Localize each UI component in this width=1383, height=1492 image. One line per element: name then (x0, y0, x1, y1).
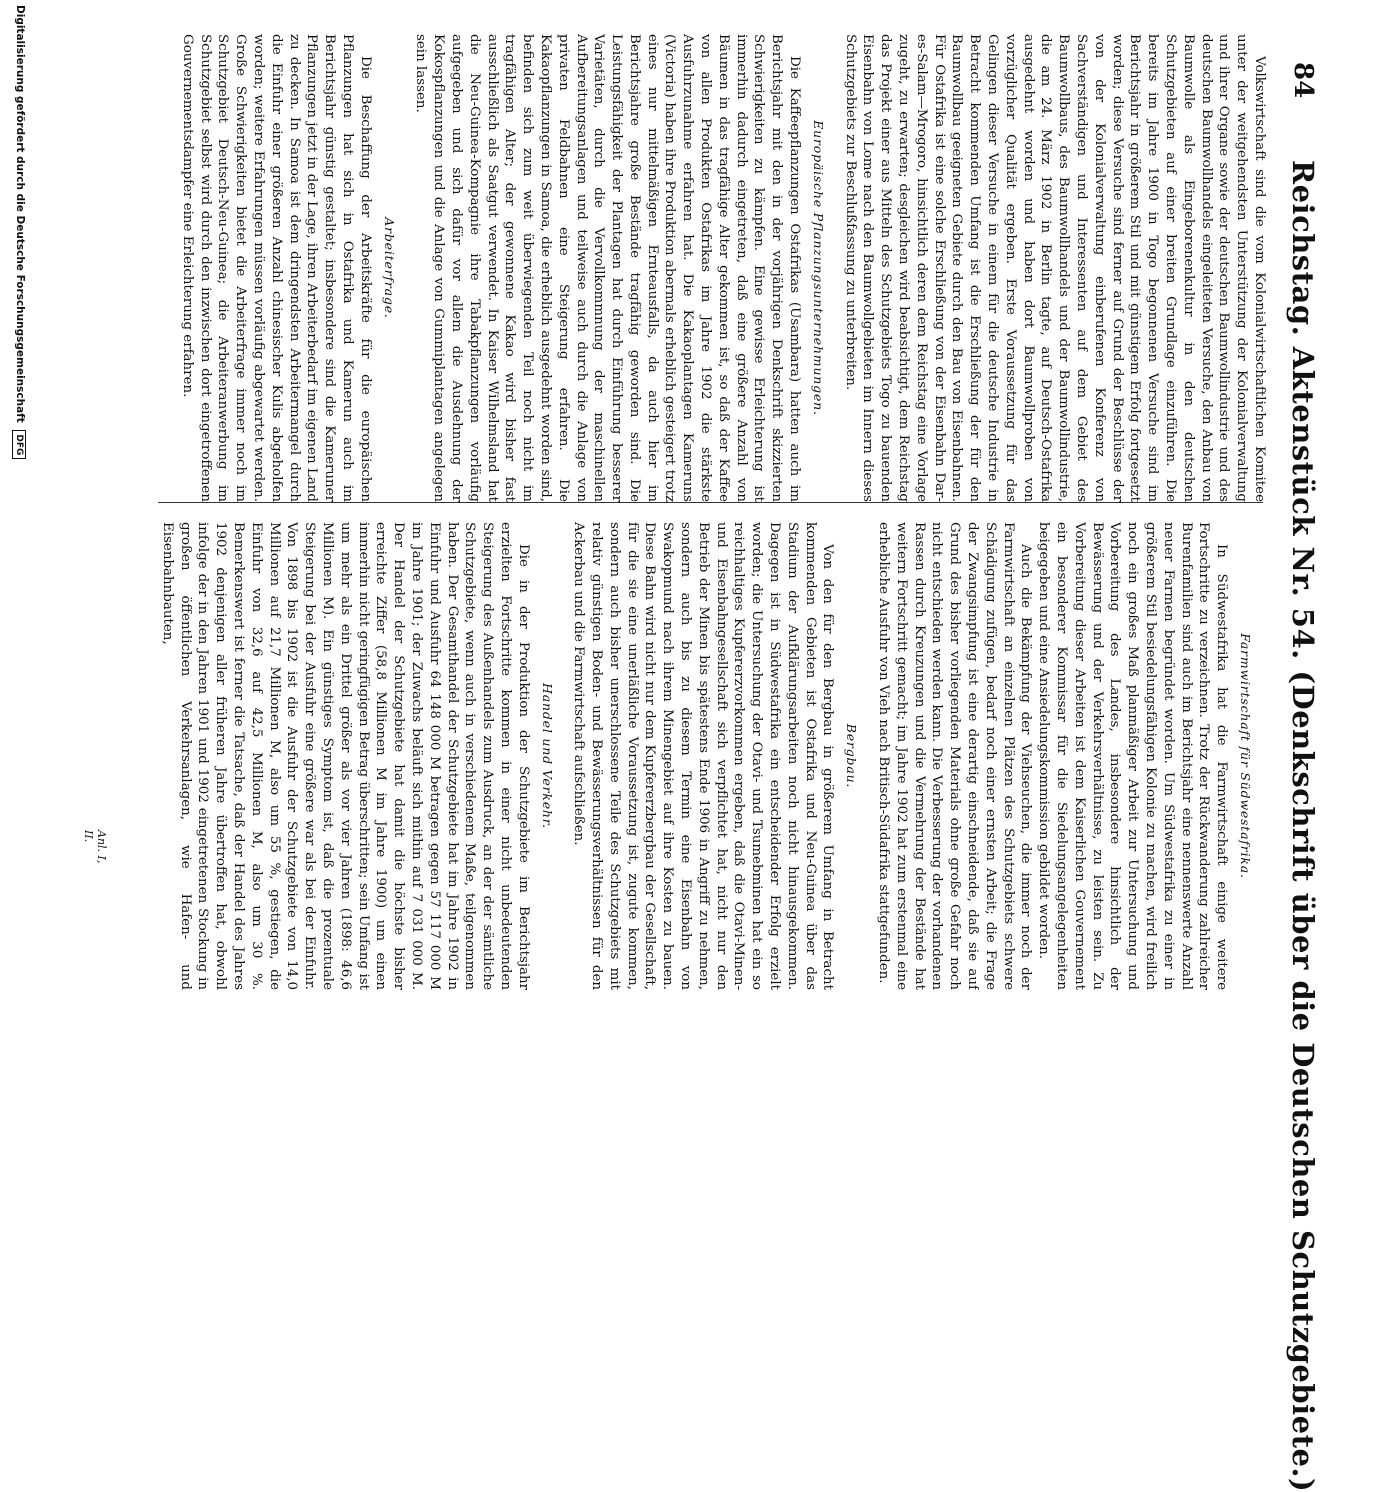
section-heading-labor: Arbeiterfrage. (381, 217, 397, 319)
section-heading-plantations: Europäische Pflanzungsunternehmungen. (810, 120, 826, 416)
running-head: Reichstag. Aktenstück Nr. 54. (Denkschrift über die Deutschen Schutzgebiete.) (1286, 160, 1320, 1492)
section-heading-farming: Farmwirtschaft für Südwestafrika. (1238, 633, 1253, 879)
dfg-logo-icon: DFG (12, 430, 26, 459)
right-column (158, 522, 1268, 990)
paragraph-trade: Die in der Produktion der Schutzgebiete im Berichtsjahr erzielten Fortschritte kommen in einer nicht unbedeutenden Steigerung des Außenhandels zum Ausdruck, an der der sämtliche Schutzgebiete, wenn auch in verschiedenem Maße, teilgenommen haben. Der Gesamthandel der Schutzgebiete hat im Jahre 1902 in Einfuhr und Ausfuhr 64 148 000 M betragen gegen 57 117 000 M im Jahre 1901; der Zuwachs beläuft sich mithin auf 7 031 000 M. Der Handel der Schutzgebiete hat damit die höchste bisher erreichte Ziffer (58,8 Millionen M im Jahre 1900) um einen immerhin nicht geringfügigen Betrag überschritten; sein Umfang ist um mehr als ein Drittel größer als vor vier Jahren (1898: 46,6 Millionen M). Ein günstiges Symptom ist, daß die prozentuale Steigerung bei der Ausfuhr eine größere war als bei der Einfuhr. Von 1898 bis 1902 ist die Ausfuhr der Schutzgebiete von 14,0 Millionen auf 21,7 Millionen M, also um 55 %, gestiegen, die Einfuhr von 32,6 auf 42,5 Millionen M, also um 30 %. Bemerkenswert ist ferner die Tatsache, daß der Handel des Jahres 1902 denjenigen aller früheren Jahre übertroffen hat, obwohl infolge der in den Jahren 1901 und 1902 eingetretenen Stockung in großen öffentlichen Verkehrsanlagen, wie Hafen- und Eisenbahnbauten, (159, 522, 531, 990)
paragraph-farming: In Südwestafrika hat die Farmwirtschaft einige weitere Fortschritte zu verzeichnen. Trotz der Rückwanderung zahlreicher Burenfamilien sind auch im Berichtsjahr eine nennenswerte Anzahl neuer Farmen begründet worden. Um Südwestafrika zu einer in größerem Stil besiedelungsfähigen Kolonie zu machen, wird freilich noch ein großes Maß planmäßiger Arbeit zur Untersuchung und Vorbereitung des Landes, insbesondere hinsichtlich der Bewässerung und der Verkehrsverhältnisse, zu leisten sein. Zu Vorbereitung dieser Arbeiten ist dem Kaiserlichen Gouvernement ein besonderer Kommissar für die Siedelungsangelegenheiten beigegeben und eine Ansiedelungskommission gebildet worden. (1036, 522, 1230, 990)
section-heading-mining: Bergbau. (844, 723, 860, 789)
digitization-credit (4, 0, 26, 1005)
page-number: 84 (1288, 62, 1318, 99)
section-heading-trade: Handel und Verkehr. (539, 683, 555, 829)
credit-text: Digitalisierung gefördert durch die Deutsche Forschungsgemeinschaft (14, 5, 26, 423)
paragraph-labor: Die Beschaffung der Arbeitskräfte für die europäischen Pflanzungen hat sich in Ostafrika und Kamerun auch im Berichtsjahr günstig gestaltet; insbesondere sind die Kameruner Pflanzungen jetzt in der Lage, ihren Arbeiterbedarf im eigenen Land zu decken. In Samoa ist dem dringendsten Arbeitermangel durch die Einfuhr einer größeren Anzahl chinesischer Kulis abgeholfen worden; weitere Erfahrungen müssen vorläufig abgewartet werden. Große Schwierigkeiten bietet die Arbeiterfrage immer noch im Schutzgebiet Deutsch-Neu-Guinea; die Arbeiteranwerbung im Schutzgebiet selbst wird durch den inzwischen dort eingetroffenen Gouvernementsdampfer eine Erleichterung erfahren. (179, 34, 373, 502)
left-column (158, 34, 1268, 502)
paragraph-cotton: Volkswirtschaft sind die vom Kolonialwirtschaftlichen Komitee unter der weitgehendsten Unterstützung der Kolonialverwaltung und ihrer Organe sowie der deutschen Baumwollindustrie und des deutschen Baumwollhandels eingeleiteten Versuche, den Anbau von Baumwolle als Eingeborenenkultur in den deutschen Schutzgebieten auf einer breiten Grundlage einzuführen. Die bereits im Jahre 1900 in Togo begonnenen Versuche sind im Berichtsjahr in größerem Stil und mit günstigem Erfolg fortgesetzt worden; diese Versuche sind ferner auf Grund der Beschlüsse der von der Kolonialverwaltung einberufenen Konferenz von Sachverständigen und Interessenten auf dem Gebiet des Baumwollbaus, des Baumwollhandels und der Baumwollindustrie, die am 24. März 1902 in Berlin tagte, auf Deutsch-Ostafrika ausgedehnt worden und haben dort Baumwollproben von vorzüglicher Qualität ergeben. Erste Voraussetzung für das Gelingen dieser Versuche in einem für die deutsche Industrie in Betracht kommenden Umfang ist die Erschließung der für den Baumwollbau geeigneten Gebiete durch den Bau von Eisenbahnen. Für Ostafrika ist eine solche Erschließung von der Eisenbahn Dar-es-Salam—Mrogoro, hinsichtlich deren dem Reichstag eine Vorlage zugeht, zu erwarten; desgleichen wird beabsichtigt, dem Reichstag das Projekt einer aus Mitteln des Schutzgebiets Togo zu bauenden Eisenbahn von Lome nach den Baumwollgebieten im Innern dieses Schutzgebiets zur Beschlußfassung zu unterbreiten. (842, 34, 1267, 502)
margin-note: Anl. I, II. (82, 830, 108, 864)
page-header (1276, 20, 1328, 1492)
paragraph-mining: Von den für den Bergbau in größerem Umfang in Betracht kommenden Gebieten ist Ostafrika und Neu-Guinea über das Stadium der Aufklärungsarbeiten noch nicht hinausgekommen. Dagegen ist in Südwestafrika ein entscheidender Erfolg erzielt worden; die Untersuchung der Otavi- und Tsumebminen hat ein so reichhaltiges Kupfererzvorkommen ergeben, daß die Otavi-Minen- und Eisenbahngesellschaft sich verpflichtet hat, nicht nur den Betrieb der Minen bis spätestens Ende 1906 in Angriff zu nehmen, sondern auch bis zu diesem Termin eine Eisenbahn von Swakopmund nach ihrem Minengebiet auf ihre Kosten zu bauen. Diese Bahn wird nicht nur dem Kupfererzbergbau der Gesellschaft, für die sie eine unerläßliche Voraussetzung ist, zugute kommen, sondern auch bisher unerschlossene Teile des Schutzgebiets mit relativ günstigen Boden- und Bewässerungsverhältnissen für den Ackerbau und die Farmwirtschaft aufschließen. (571, 522, 836, 990)
paragraph-livestock: Auch die Bekämpfung der Viehseuchen, die immer noch der Farmwirtschaft an einzelnen Plätzen des Schutzgebiets schwere Schädigung zufügen, bedarf noch einer ernsten Arbeit; die Frage der Zwangsimpfung ist eine derartig einschneidende, daß sie auf Grund des bisher vorliegenden Materials ohne große Gefahr noch nicht entschieden werden kann. Die Verbesserung der vorhandenen Rassen durch Kreuzungen und die Vermehrung der Bestände hat weitern Fortschritt gemacht; im Jahre 1902 hat zum erstenmal eine erhebliche Ausfuhr von Vieh nach Britisch-Südafrika stattgefunden. (876, 522, 1034, 990)
paragraph-plantations: Die Kaffeepflanzungen Ostafrikas (Usambara) hatten auch im Berichtsjahr mit den in der vorjährigen Denkschrift skizzierten Schwierigkeiten zu kämpfen. Eine gewisse Erleichterung ist immerhin dadurch eingetreten, daß eine größere Anzahl von Bäumen in das tragfähige Alter gekommen ist, so daß der Kaffee von allen Produkten Ostafrikas im Jahre 1902 die stärkste Ausfuhrzunahme erfahren hat. Die Kakaoplantagen Kameruns (Victoria) haben ihre Produktion abermals erheblich gesteigert trotz eines nur mittelmäßigen Ernteausfalls, da auch hier im Berichtsjahre große Bestände tragfähig geworden sind. Die Leistungsfähigkeit der Plantagen hat durch Einführung besserer Varietäten, durch die Vervollkommnung der maschinellen Aufbereitungsanlagen und teilweise auch durch die Anlage von privaten Feldbahnen eine Steigerung erfahren. Die Kakaopflanzungen in Samoa, die erheblich ausgedehnt worden sind, befinden sich zum weit überwiegenden Teil noch nicht im tragfähigen Alter; der gewonnene Kakao wird bisher fast ausschließlich als Saatgut verwendet. In Kaiser Wilhelmsland hat die Neu-Guinea-Kompagnie ihre Tabakpflanzungen vorläufig aufgegeben und sich dafür vor allem die Ausdehnung der Kokospflanzungen und die Anlage von Gummiplantagen angelegen sein lassen. (413, 34, 803, 502)
column-divider (158, 502, 1263, 503)
